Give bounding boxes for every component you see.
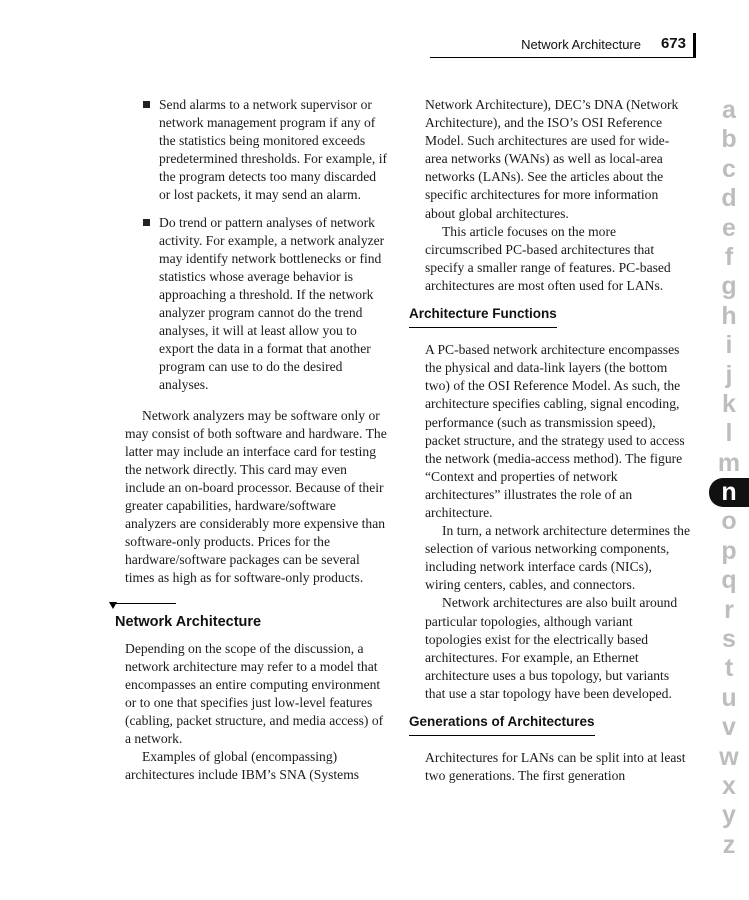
thumb-index-letter[interactable]: l [725,419,733,448]
thumb-index-letter[interactable]: k [722,389,736,418]
section-marker [110,603,389,611]
thumb-index-letter[interactable]: v [722,713,736,742]
paragraph-turn: In turn, a network architecture determines the selection of various networking components, including network interface cards (NICs), wiring centers, cables, and connectors. [425,523,690,593]
thumb-index [709,96,749,860]
thumb-index-letter[interactable]: e [722,213,736,242]
running-title: Network Architecture [521,37,641,52]
paragraph-continued: Network Architecture), DEC’s DNA (Network Architecture), and the ISO’s OSI Reference Model. Such architectures are used for wide-area networks (WANs) as well as local-area networks (LANs). See the articles about the specific architectures for more information about global architectures. [425,97,679,221]
thumb-index-letter[interactable]: o [721,507,737,536]
section-title: Network Architecture [115,614,262,631]
square-bullet-icon [143,101,150,108]
thumb-index-letter[interactable]: s [722,625,736,654]
paragraph-focus: This article focuses on the more circumscribed PC-based architectures that specify a smaller range of features. PC-based architectures are most often used for LANs. [425,223,671,293]
thumb-index-letter-active[interactable]: n [709,478,749,507]
thumb-index-letter[interactable]: p [721,536,737,565]
paragraph-examples: Examples of global (encompassing) architectures include IBM’s SNA (Systems [125,749,360,783]
paragraph-topologies: Network architectures are also built around particular topologies, although variant topologies exist for the electrically based architectures. For example, an Ethernet architecture uses a bus topology, but variants that use a star topology have been developed. [425,595,678,701]
section-rule [110,603,176,604]
thumb-index-letter[interactable]: d [721,184,737,213]
thumb-index-letter[interactable]: b [721,125,737,154]
thumb-index-letter[interactable]: r [724,595,734,624]
thumb-index-letter[interactable]: a [722,96,736,124]
thumb-index-letter[interactable]: x [722,771,736,800]
heading-generations: Generations of Architectures [409,713,595,736]
thumb-index-letter[interactable]: g [721,272,737,301]
heading-architecture-functions: Architecture Functions [409,305,557,328]
thumb-index-letter[interactable]: h [721,301,737,330]
thumb-index-letter[interactable]: y [722,801,736,830]
running-header [430,33,696,58]
thumb-index-letter[interactable]: j [725,360,733,389]
left-column [115,96,389,784]
thumb-index-letter[interactable]: u [721,683,737,712]
list-item [125,96,389,205]
thumb-index-letter[interactable]: q [721,566,737,595]
thumb-index-letter[interactable]: t [724,654,734,683]
thumb-index-letter[interactable]: i [725,331,733,360]
thumb-index-letter[interactable]: m [717,448,741,477]
bullet-list [125,96,389,395]
paragraph-generations: Architectures for LANs can be split into at least two generations. The first generation [425,750,686,784]
thumb-index-letter[interactable]: f [724,242,734,271]
right-column [409,96,690,785]
paragraph-analyzers: Network analyzers may be software only or may consist of both software and hardware. The latter may include an interface card for testing the network directly. This card may even include an on-board processor. Because of their greater capabilities, hardware/software analyzers are considerably more expensive than software-only products. Prices for the hardware/software packages can be several times as high as for software-only products. [125,407,387,586]
thumb-index-letter[interactable]: w [719,742,739,771]
paragraph-functions: A PC-based network architecture encompasses the physical and data-link layers (the bottom two) of the OSI Reference Model. As such, the architecture specifies cabling, signal encoding, performance (such as transmission speed), packet structure, and the strategy used to access the network (media-access method). The figure “Context and properties of network architectures” illustrates the role of an architecture. [425,342,685,520]
triangle-marker-icon [109,602,117,609]
page-number: 673 [660,35,686,52]
thumb-index-letter[interactable]: c [722,154,736,183]
bullet-text: Send alarms to a network supervisor or network management program if any of the statistics being monitored exceeds predetermined thresholds. For example, if the program detects too many discarded or lost packets, it may send an alarm. [159,97,388,203]
paragraph-scope: Depending on the scope of the discussion, a network architecture may refer to a model that encompasses an entire computing environment or to one that specifies just low-level features (cabling, packet structure, and media access) of a network. [125,640,384,746]
bullet-text: Do trend or pattern analyses of network activity. For example, a network analyzer may identify network bottlenecks or find statistics whose average behavior is approaching a threshold. If the network analyzer program cannot do the trend analyses, it will at least allow you to export the data in a format that another program can use to do the desired analyses. [159,214,385,393]
thumb-index-letter[interactable]: z [722,830,736,859]
square-bullet-icon [143,219,150,226]
list-item [125,214,389,395]
